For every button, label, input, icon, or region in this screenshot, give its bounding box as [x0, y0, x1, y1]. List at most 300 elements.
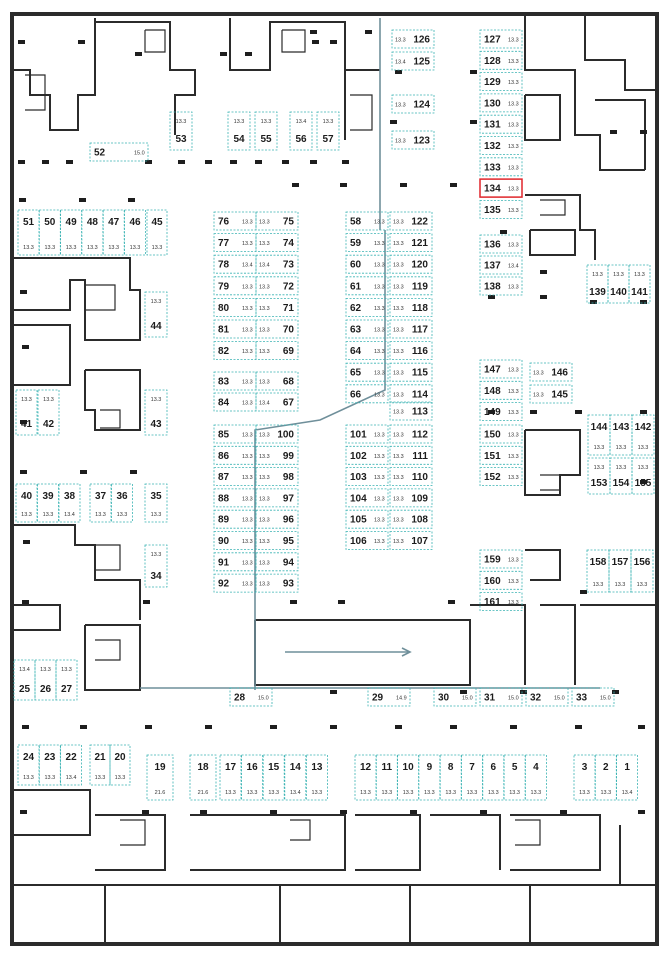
- parking-spot-31[interactable]: [480, 688, 522, 706]
- spot-area: 13.3: [393, 370, 404, 377]
- parking-spot-42[interactable]: [38, 390, 59, 435]
- spot-number: 160: [484, 575, 501, 587]
- spot-area: 13.3: [23, 245, 34, 251]
- parking-spot-52[interactable]: [90, 143, 148, 161]
- parking-spot-152[interactable]: [480, 468, 522, 486]
- parking-spot-134[interactable]: [480, 179, 522, 197]
- parking-spot-77[interactable]: [214, 234, 256, 252]
- parking-spot-90[interactable]: [214, 532, 256, 550]
- spot-area: 13.3: [374, 475, 385, 482]
- parking-spot-100[interactable]: [256, 425, 298, 443]
- parking-spot-7[interactable]: [462, 755, 483, 800]
- parking-spot-75[interactable]: [256, 212, 298, 230]
- parking-spot-156[interactable]: [631, 550, 653, 592]
- spot-number: 82: [218, 346, 230, 358]
- parking-spot-2[interactable]: [595, 755, 616, 800]
- spot-area: 13.3: [445, 790, 457, 796]
- spot-number: 145: [551, 389, 568, 401]
- parking-spot-67[interactable]: [256, 393, 298, 411]
- spot-number: 93: [282, 578, 294, 590]
- parking-spot-21[interactable]: [90, 745, 110, 785]
- column-pillar: [145, 725, 152, 729]
- spot-area: 13.3: [402, 790, 414, 796]
- spot-area: 13.3: [246, 790, 258, 796]
- parking-spot-26[interactable]: [35, 660, 56, 700]
- spot-number: 117: [411, 324, 428, 336]
- parking-spot-11[interactable]: [376, 755, 397, 800]
- parking-spot-35[interactable]: [145, 484, 167, 522]
- parking-spot-71[interactable]: [256, 298, 298, 316]
- column-pillar: [338, 600, 345, 604]
- parking-spot-141[interactable]: [629, 265, 650, 303]
- parking-spot-57[interactable]: [317, 112, 339, 150]
- parking-spot-137[interactable]: [480, 256, 522, 274]
- parking-spot-9[interactable]: [419, 755, 440, 800]
- spot-area: 13.3: [393, 349, 404, 356]
- spot-area: 13.3: [508, 242, 519, 249]
- parking-spot-24[interactable]: [18, 745, 39, 785]
- parking-spot-91[interactable]: [214, 553, 256, 571]
- spot-number: 73: [282, 259, 294, 271]
- spot-number: 65: [350, 367, 362, 379]
- spot-area: 13.3: [508, 432, 519, 439]
- spot-area: 13.3: [374, 392, 385, 399]
- spot-number: 27: [60, 684, 73, 695]
- spot-area: 13.4: [395, 59, 406, 66]
- spot-number: 87: [218, 472, 230, 484]
- parking-spot-3[interactable]: [574, 755, 595, 800]
- spot-area: 13.3: [259, 453, 270, 460]
- parking-spot-19[interactable]: [147, 755, 173, 800]
- spot-number: 56: [295, 134, 307, 145]
- parking-spot-16[interactable]: [242, 755, 263, 800]
- spot-area: 13.3: [395, 102, 406, 109]
- spot-number: 60: [350, 259, 362, 271]
- parking-spot-160[interactable]: [480, 571, 522, 589]
- spot-area: 13.3: [242, 400, 253, 407]
- column-pillar: [18, 160, 25, 164]
- spot-number: 100: [277, 429, 294, 441]
- parking-spot-102[interactable]: [346, 446, 388, 464]
- spot-number: 9: [426, 762, 433, 773]
- parking-spot-14[interactable]: [285, 755, 306, 800]
- parking-spot-138[interactable]: [480, 277, 522, 295]
- spot-area: 13.3: [393, 241, 404, 248]
- parking-spot-140[interactable]: [608, 265, 629, 303]
- spot-area: 13.3: [374, 262, 385, 269]
- parking-spot-51[interactable]: [18, 210, 39, 255]
- parking-spot-43[interactable]: [145, 390, 167, 435]
- spot-number: 155: [634, 478, 652, 489]
- spot-area: 13.4: [19, 667, 30, 673]
- parking-spot-12[interactable]: [355, 755, 376, 800]
- spot-area: 21.6: [197, 790, 209, 796]
- spot-area: 13.3: [116, 512, 128, 518]
- parking-spot-97[interactable]: [256, 489, 298, 507]
- parking-spot-157[interactable]: [609, 550, 631, 592]
- parking-spot-40[interactable]: [16, 484, 37, 522]
- parking-spot-38[interactable]: [59, 484, 80, 522]
- spot-number: 57: [322, 134, 334, 145]
- spot-number: 7: [469, 762, 475, 773]
- parking-spot-103[interactable]: [346, 468, 388, 486]
- parking-spot-154[interactable]: [610, 458, 632, 494]
- parking-spot-45[interactable]: [147, 210, 167, 255]
- parking-spot-80[interactable]: [214, 298, 256, 316]
- parking-spot-27[interactable]: [56, 660, 77, 700]
- spot-number: 15: [268, 762, 280, 773]
- parking-spot-114[interactable]: [390, 385, 432, 403]
- spot-number: 159: [484, 554, 501, 566]
- spot-number: 10: [402, 762, 414, 773]
- spot-area: 13.4: [289, 790, 301, 796]
- spot-area: 13.3: [95, 512, 106, 518]
- parking-spot-92[interactable]: [214, 574, 256, 592]
- spot-area: 13.3: [94, 775, 106, 781]
- parking-spot-111[interactable]: [390, 446, 432, 464]
- spot-number: 52: [94, 147, 106, 159]
- spot-area: 13.3: [108, 245, 120, 251]
- parking-spot-10[interactable]: [398, 755, 419, 800]
- parking-spot-79[interactable]: [214, 277, 256, 295]
- column-pillar: [22, 600, 29, 604]
- parking-spot-98[interactable]: [256, 468, 298, 486]
- parking-spot-146[interactable]: [530, 363, 572, 381]
- spot-number: 116: [411, 346, 428, 358]
- spot-number: 41: [20, 419, 33, 430]
- parking-spot-153[interactable]: [588, 458, 610, 494]
- parking-spot-29[interactable]: [368, 688, 410, 706]
- parking-spot-39[interactable]: [38, 484, 59, 522]
- parking-spot-65[interactable]: [346, 363, 388, 381]
- spot-number: 124: [413, 99, 430, 111]
- parking-spot-149[interactable]: [480, 403, 522, 421]
- parking-spot-84[interactable]: [214, 393, 256, 411]
- spot-number: 25: [18, 684, 31, 695]
- parking-spot-81[interactable]: [214, 320, 256, 338]
- spot-number: 53: [175, 134, 187, 145]
- parking-spot-68[interactable]: [256, 372, 298, 390]
- parking-spot-48[interactable]: [82, 210, 103, 255]
- spot-area: 13.3: [508, 122, 519, 129]
- spot-area: 13.3: [23, 775, 34, 781]
- parking-spot-159[interactable]: [480, 550, 522, 568]
- spot-area: 13.3: [508, 101, 519, 108]
- spot-number: 146: [551, 367, 568, 379]
- parking-spot-53[interactable]: [170, 112, 192, 150]
- parking-spot-6[interactable]: [483, 755, 504, 800]
- parking-spot-22[interactable]: [61, 745, 82, 785]
- parking-spot-127[interactable]: [480, 30, 522, 48]
- spot-number: 71: [282, 302, 294, 314]
- parking-spot-132[interactable]: [480, 137, 522, 155]
- parking-spot-101[interactable]: [346, 425, 388, 443]
- parking-spot-109[interactable]: [390, 489, 432, 507]
- spot-number: 158: [589, 557, 607, 568]
- spot-area: 13.3: [374, 496, 385, 503]
- column-pillar: [340, 810, 347, 814]
- parking-spot-23[interactable]: [39, 745, 60, 785]
- spot-area: 13.3: [259, 284, 270, 291]
- spot-number: 106: [350, 536, 367, 547]
- column-pillar: [220, 52, 227, 56]
- parking-spot-18[interactable]: [190, 755, 216, 800]
- parking-spot-126[interactable]: [392, 30, 434, 48]
- parking-spot-139[interactable]: [587, 265, 608, 303]
- spot-number: 49: [65, 217, 77, 228]
- spot-area: 13.3: [466, 790, 478, 796]
- parking-spot-86[interactable]: [214, 446, 256, 464]
- spot-area: 13.3: [508, 367, 519, 374]
- spot-number: 5: [511, 762, 518, 773]
- parking-spot-28[interactable]: [230, 688, 272, 706]
- parking-spot-130[interactable]: [480, 94, 522, 112]
- spot-number: 31: [484, 692, 496, 704]
- parking-spot-136[interactable]: [480, 235, 522, 253]
- parking-spot-123[interactable]: [392, 131, 434, 149]
- spot-number: 147: [484, 364, 501, 376]
- spot-area: 13.3: [21, 397, 32, 403]
- parking-spot-63[interactable]: [346, 320, 388, 338]
- parking-spot-93[interactable]: [256, 574, 298, 592]
- parking-spot-47[interactable]: [103, 210, 124, 255]
- column-pillar: [560, 810, 567, 814]
- parking-spot-15[interactable]: [263, 755, 284, 800]
- spot-number: 17: [224, 762, 237, 773]
- column-pillar: [510, 725, 517, 729]
- column-pillar: [460, 690, 467, 694]
- parking-spot-95[interactable]: [256, 532, 298, 550]
- parking-spot-142[interactable]: [632, 415, 654, 455]
- column-pillar: [79, 198, 86, 202]
- parking-spot-54[interactable]: [228, 112, 250, 150]
- spot-area: 13.3: [61, 667, 72, 673]
- spot-number: 30: [438, 692, 450, 704]
- spot-number: 127: [484, 34, 501, 46]
- parking-spot-85[interactable]: [214, 425, 256, 443]
- parking-spot-36[interactable]: [112, 484, 133, 522]
- parking-spot-128[interactable]: [480, 51, 522, 69]
- parking-spot-150[interactable]: [480, 425, 522, 443]
- spot-area: 13.3: [87, 245, 98, 251]
- parking-spot-147[interactable]: [480, 360, 522, 378]
- spot-area: 13.3: [242, 219, 253, 226]
- spot-number: 50: [44, 217, 56, 228]
- parking-spot-66[interactable]: [346, 385, 388, 403]
- parking-spot-56[interactable]: [290, 112, 312, 150]
- parking-spot-99[interactable]: [256, 446, 298, 464]
- spot-area: 13.3: [242, 517, 253, 524]
- parking-spot-143[interactable]: [610, 415, 632, 455]
- parking-spot-122[interactable]: [390, 212, 432, 230]
- parking-spot-44[interactable]: [145, 292, 167, 337]
- parking-spot-148[interactable]: [480, 381, 522, 399]
- parking-spot-78[interactable]: [214, 255, 256, 273]
- parking-spot-129[interactable]: [480, 73, 522, 91]
- parking-spot-135[interactable]: [480, 200, 522, 218]
- parking-spot-87[interactable]: [214, 468, 256, 486]
- parking-spot-113[interactable]: [390, 402, 432, 420]
- parking-spot-76[interactable]: [214, 212, 256, 230]
- parking-spot-115[interactable]: [390, 363, 432, 381]
- spot-number: 121: [411, 238, 428, 250]
- parking-spot-46[interactable]: [125, 210, 146, 255]
- parking-spot-104[interactable]: [346, 489, 388, 507]
- spot-area: 13.3: [393, 262, 404, 269]
- spot-number: 141: [631, 287, 648, 298]
- spot-number: 69: [282, 346, 294, 358]
- spot-area: 13.3: [242, 327, 253, 334]
- spot-area: 13.3: [150, 299, 162, 305]
- spot-number: 115: [411, 367, 428, 379]
- parking-spot-8[interactable]: [440, 755, 461, 800]
- spot-area: 13.3: [259, 219, 270, 226]
- parking-spot-34[interactable]: [145, 545, 167, 587]
- spot-number: 142: [634, 422, 652, 433]
- spot-number: 58: [350, 216, 362, 228]
- parking-spot-155[interactable]: [632, 458, 654, 494]
- spot-area: 13.3: [579, 790, 590, 796]
- column-pillar: [205, 725, 212, 729]
- spot-area: 13.3: [508, 144, 519, 150]
- spot-number: 48: [86, 217, 98, 228]
- parking-spot-20[interactable]: [110, 745, 130, 785]
- parking-spot-74[interactable]: [256, 234, 298, 252]
- parking-spot-94[interactable]: [256, 553, 298, 571]
- column-pillar: [80, 470, 87, 474]
- spot-number: 97: [282, 493, 294, 505]
- parking-spot-4[interactable]: [525, 755, 546, 800]
- parking-spot-131[interactable]: [480, 115, 522, 133]
- parking-spot-55[interactable]: [255, 112, 277, 150]
- spot-number: 64: [350, 346, 362, 358]
- parking-spot-106[interactable]: [346, 532, 388, 550]
- parking-spot-96[interactable]: [256, 510, 298, 528]
- parking-spot-37[interactable]: [90, 484, 111, 522]
- parking-spot-124[interactable]: [392, 95, 434, 113]
- parking-spot-151[interactable]: [480, 446, 522, 464]
- column-pillar: [480, 810, 487, 814]
- parking-spot-144[interactable]: [588, 415, 610, 455]
- parking-spot-112[interactable]: [390, 425, 432, 443]
- parking-spot-17[interactable]: [220, 755, 241, 800]
- spot-area: 13.3: [151, 245, 163, 251]
- spot-number: 75: [282, 216, 294, 228]
- parking-spot-158[interactable]: [587, 550, 609, 592]
- parking-spot-73[interactable]: [256, 255, 298, 273]
- spot-area: 13.3: [260, 119, 272, 125]
- parking-spot-64[interactable]: [346, 342, 388, 360]
- spot-area: 13.3: [259, 349, 270, 356]
- spot-area: 13.3: [615, 465, 627, 471]
- spot-area: 13.3: [259, 241, 270, 248]
- spot-number: 54: [233, 134, 245, 145]
- parking-spot-161[interactable]: [480, 593, 522, 611]
- spot-area: 13.3: [509, 790, 520, 796]
- spot-area: 13.3: [508, 80, 519, 87]
- parking-spot-89[interactable]: [214, 510, 256, 528]
- spot-area: 13.4: [508, 263, 519, 270]
- spot-number: 134: [484, 183, 501, 195]
- parking-spot-110[interactable]: [390, 468, 432, 486]
- parking-spot-5[interactable]: [504, 755, 525, 800]
- spot-area: 13.3: [487, 790, 499, 796]
- parking-spot-33[interactable]: [572, 688, 614, 706]
- spot-area: 13.3: [374, 517, 385, 524]
- spot-number: 156: [633, 557, 651, 568]
- parking-spot-58[interactable]: [346, 212, 388, 230]
- parking-spot-59[interactable]: [346, 234, 388, 252]
- parking-spot-60[interactable]: [346, 255, 388, 273]
- parking-spot-82[interactable]: [214, 342, 256, 360]
- column-pillar: [270, 725, 277, 729]
- parking-spot-83[interactable]: [214, 372, 256, 390]
- column-pillar: [470, 70, 477, 74]
- parking-spot-121[interactable]: [390, 234, 432, 252]
- column-pillar: [530, 410, 537, 414]
- parking-spot-41[interactable]: [16, 390, 37, 435]
- column-pillar: [580, 590, 587, 594]
- spot-area: 15.0: [134, 150, 145, 157]
- column-pillar: [142, 810, 149, 814]
- spot-area: 13.3: [374, 453, 385, 460]
- spot-area: 13.3: [508, 578, 519, 585]
- parking-spot-50[interactable]: [39, 210, 60, 255]
- spot-number: 55: [260, 134, 272, 145]
- parking-spot-88[interactable]: [214, 489, 256, 507]
- parking-spot-117[interactable]: [390, 320, 432, 338]
- column-pillar: [540, 295, 547, 299]
- spot-area: 13.3: [508, 37, 519, 44]
- spot-area: 13.3: [242, 305, 253, 312]
- spot-area: 13.3: [242, 453, 253, 460]
- parking-spot-118[interactable]: [390, 298, 432, 316]
- spot-number: 11: [381, 762, 393, 773]
- spot-number: 6: [490, 762, 497, 773]
- parking-spot-49[interactable]: [61, 210, 82, 255]
- parking-spot-116[interactable]: [390, 342, 432, 360]
- parking-spot-61[interactable]: [346, 277, 388, 295]
- parking-spot-105[interactable]: [346, 510, 388, 528]
- spot-number: 110: [411, 472, 428, 484]
- parking-spot-72[interactable]: [256, 277, 298, 295]
- spot-area: 13.4: [621, 790, 633, 796]
- column-pillar: [143, 600, 150, 604]
- parking-spot-133[interactable]: [480, 158, 522, 176]
- parking-spot-108[interactable]: [390, 510, 432, 528]
- spot-number: 47: [108, 217, 120, 228]
- parking-spot-125[interactable]: [392, 52, 434, 70]
- parking-spot-62[interactable]: [346, 298, 388, 316]
- parking-spot-32[interactable]: [526, 688, 568, 706]
- parking-spot-30[interactable]: [434, 688, 476, 706]
- parking-spot-119[interactable]: [390, 277, 432, 295]
- column-pillar: [78, 40, 85, 44]
- parking-spot-25[interactable]: [14, 660, 35, 700]
- spot-number: 29: [372, 692, 384, 704]
- spot-number: 148: [484, 385, 501, 397]
- parking-spot-13[interactable]: [306, 755, 327, 800]
- parking-spot-120[interactable]: [390, 255, 432, 273]
- spot-number: 24: [22, 752, 35, 763]
- parking-spot-70[interactable]: [256, 320, 298, 338]
- parking-spot-69[interactable]: [256, 342, 298, 360]
- parking-spot-1[interactable]: [617, 755, 638, 800]
- parking-spot-145[interactable]: [530, 385, 572, 403]
- parking-spot-107[interactable]: [390, 532, 432, 550]
- spot-area: 13.3: [508, 165, 519, 172]
- spot-area: 13.3: [593, 445, 605, 451]
